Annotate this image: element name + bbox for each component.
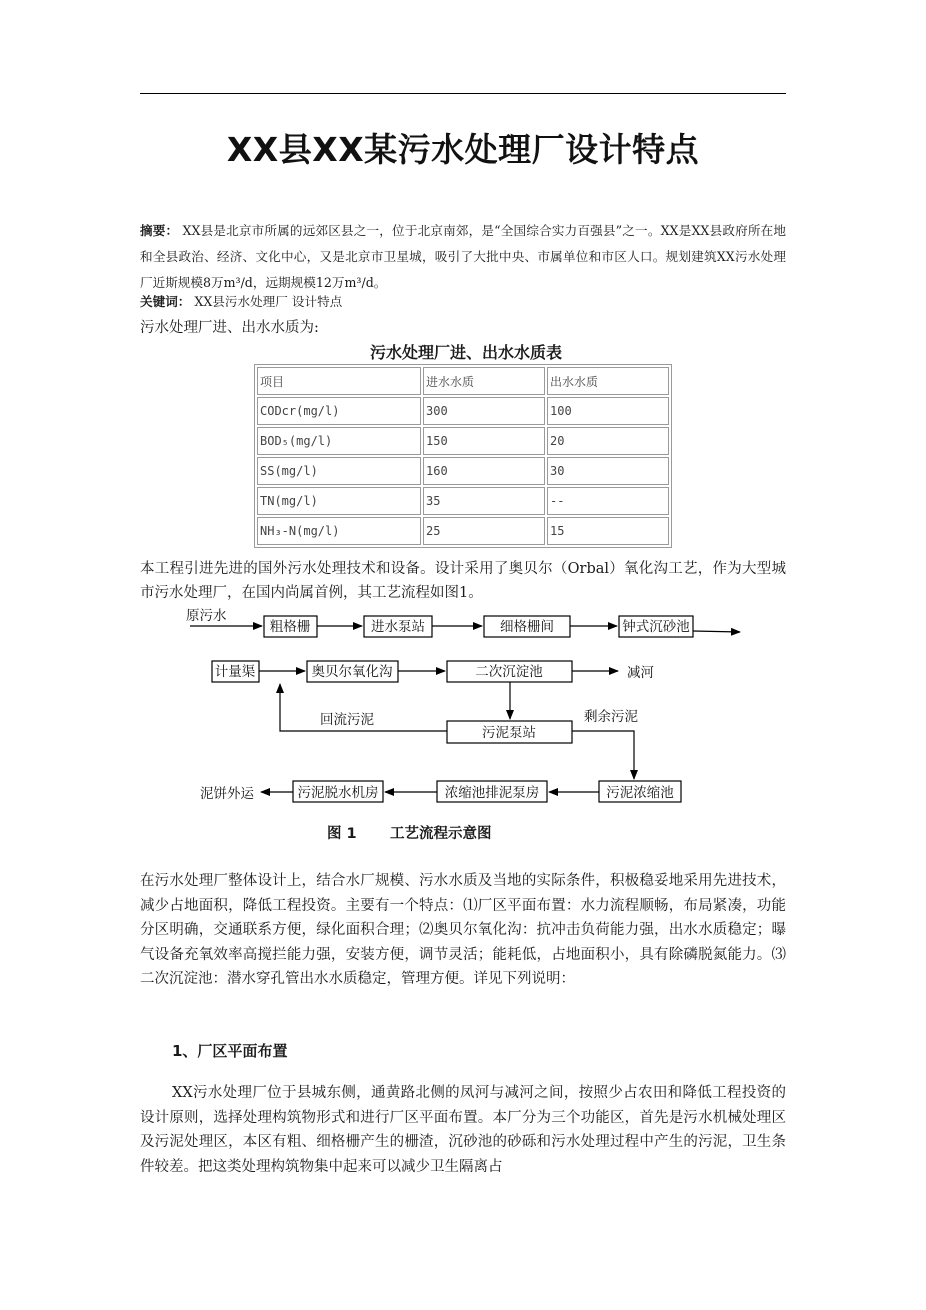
table-cell: TN(mg/l): [257, 487, 421, 515]
table-cell: 30: [547, 457, 669, 485]
table-header-cell: 进水水质: [423, 367, 545, 395]
flow-label-dewater: 污泥脱水机房: [297, 785, 379, 801]
flow-label-meter: 计量渠: [214, 664, 256, 680]
table-cell: 100: [547, 397, 669, 425]
table-cell: NH₃-N(mg/l): [257, 517, 421, 545]
table-header-cell: 出水水质: [547, 367, 669, 395]
flow-label-return: 回流污泥: [320, 712, 374, 728]
keywords-label: 关键词：: [140, 294, 191, 309]
water-quality-intro: 污水处理厂进、出水水质为:: [140, 320, 319, 336]
flow-label-coarse: 粗格栅: [269, 619, 311, 635]
flow-label-orbal: 奥贝尔氧化沟: [311, 664, 393, 680]
table-row: [257, 397, 669, 425]
section-heading: 1、厂区平面布置: [172, 1042, 288, 1060]
water-quality-table: [254, 364, 672, 548]
table-row: [257, 457, 669, 485]
flow-label-cake: 泥饼外运: [200, 786, 254, 802]
document-title: XX县XX某污水处理厂设计特点: [226, 130, 700, 169]
abstract-text: XX县是北京市所属的远郊区县之一，位于北京南郊，是“全国综合实力百强县”之一。XX是XX县政府所在地和全县政治、经济、文化中心，又是北京市卫星城，吸引了大批中央、市属单位和市区人口。规划建筑XX污水处理厂近斯规模8万m³/d，远期规模12万m³/d。: [140, 223, 786, 290]
table-header-cell: 项目: [257, 367, 421, 395]
flow-label-excess: 剩余污泥: [584, 709, 638, 725]
abstract: [140, 218, 786, 296]
flow-label-pump: 进水泵站: [371, 619, 425, 635]
keywords: [140, 292, 786, 312]
table-caption: 污水处理厂进、出水水质表: [369, 343, 562, 362]
flow-label-sludge-pump: 污泥泵站: [482, 725, 536, 741]
flow-label-fine: 细格栅间: [500, 619, 554, 635]
figure-title: 工艺流程示意图: [390, 826, 492, 842]
table-row: [257, 517, 669, 545]
table-row: [257, 487, 669, 515]
table-cell: 160: [423, 457, 545, 485]
table-cell: --: [547, 487, 669, 515]
flow-arrow: [693, 631, 740, 632]
table-cell: 25: [423, 517, 545, 545]
table-cell: BOD₅(mg/l): [257, 427, 421, 455]
flow-label-raw: 原污水: [186, 608, 227, 624]
table-cell: 35: [423, 487, 545, 515]
keywords-text: XX县污水处理厂 设计特点: [190, 294, 343, 309]
table-cell: CODcr(mg/l): [257, 397, 421, 425]
table-header-row: [257, 367, 669, 395]
flow-arrow-excess: [572, 731, 634, 779]
abstract-label: 摘要：: [140, 223, 179, 238]
table-cell: 150: [423, 427, 545, 455]
table-cell: 20: [547, 427, 669, 455]
process-intro-paragraph: 本工程引进先进的国外污水处理技术和设备。设计采用了奥贝尔（Orbal）氧化沟工艺，作为大型城市污水处理厂，在国内尚属首例，其工艺流程如图1。: [140, 561, 786, 601]
flow-label-river: 减河: [627, 665, 654, 681]
top-rule: [140, 93, 786, 94]
table-cell: SS(mg/l): [257, 457, 421, 485]
flow-label-thick-pump: 浓缩池排泥泵房: [444, 785, 540, 801]
design-features-paragraph: 在污水处理厂整体设计上，结合水厂规模、污水水质及当地的实际条件，积极稳妥地采用先进技术，减少占地面积，降低工程投资。主要有一个特点：⑴厂区平面布置：水力流程顺畅，布局紧凑，功能分区明确，交通联系方便，绿化面积合理；⑵奥贝尔氧化沟：抗冲击负荷能力强，出水水质稳定；曝气设备充氧效率高搅拦能力强，安装方便，调节灵活；能耗低，占地面积小，具有除磷脱氮能力。⑶二次沉淀池：潜水穿孔管出水水质稳定，管理方便。详见下列说明：: [140, 873, 786, 987]
layout-paragraph: XX污水处理厂位于县城东侧，通黄路北侧的凤河与减河之间，按照少占农田和降低工程投资的设计原则，选择处理构筑物形式和进行厂区平面布置。本厂分为三个功能区，首先是污水机械处理区及污泥处理区，本区有粗、细格栅产生的栅渣，沉砂池的砂砾和污水处理过程中产生的污泥，卫生条件较差。把这类处理构筑物集中起来可以减少卫生隔离占: [140, 1085, 786, 1175]
table-cell: 300: [423, 397, 545, 425]
flow-label-thickener: 污泥浓缩池: [606, 785, 674, 801]
table-row: [257, 427, 669, 455]
table-cell: 15: [547, 517, 669, 545]
process-flow-diagram: [0, 600, 926, 815]
figure-number: 图 1: [327, 826, 357, 842]
flow-label-clarifier: 二次沉淀池: [475, 664, 543, 680]
flow-label-grit: 钟式沉砂池: [622, 619, 690, 635]
